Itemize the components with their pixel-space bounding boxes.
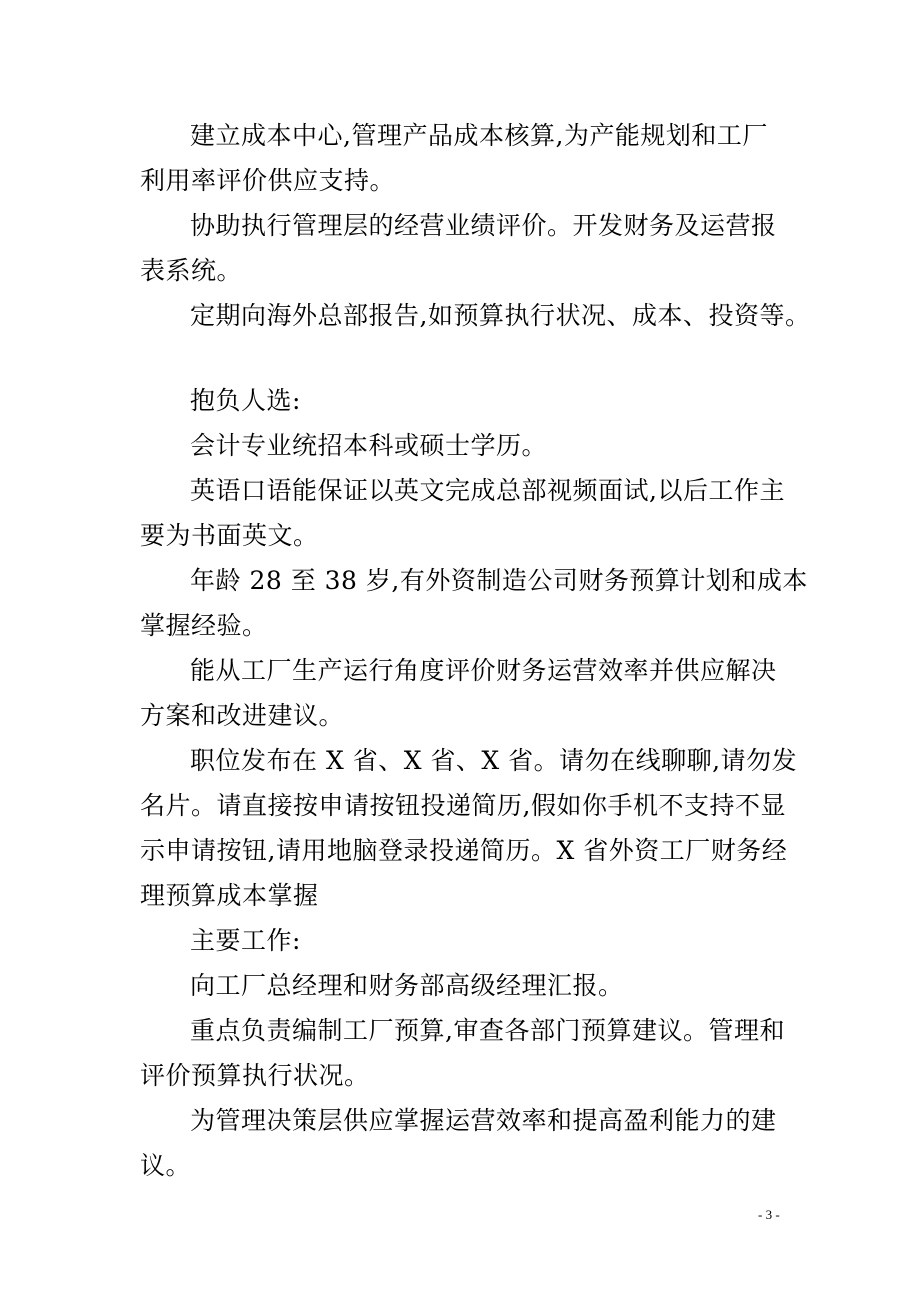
paragraph-line: 利用率评价供应支持。 bbox=[140, 166, 396, 195]
paragraph-line: 能从工厂生产运行角度评价财务运营效率并供应解决 bbox=[190, 656, 777, 685]
section-heading: 主要工作: bbox=[190, 926, 301, 955]
paragraph-line: 理预算成本掌握 bbox=[140, 881, 319, 910]
paragraph-line: 向工厂总经理和财务部高级经理汇报。 bbox=[190, 971, 624, 1000]
paragraph-line: 定期向海外总部报告,如预算执行状况、成本、投资等。 bbox=[190, 301, 811, 330]
paragraph-line: 协助执行管理层的经营业绩评价。开发财务及运营报 bbox=[190, 211, 777, 240]
section-heading: 抱负人选: bbox=[190, 386, 301, 415]
paragraph-line: 表系统。 bbox=[140, 256, 243, 285]
paragraph-line: 重点负责编制工厂预算,审查各部门预算建议。管理和 bbox=[190, 1016, 785, 1045]
paragraph-line: 示申请按钮,请用地脑登录投递简历。X 省外资工厂财务经 bbox=[140, 836, 788, 865]
paragraph-line: 为管理决策层供应掌握运营效率和提高盈利能力的建 bbox=[190, 1106, 777, 1135]
paragraph-line: 评价预算执行状况。 bbox=[140, 1061, 370, 1090]
paragraph-line: 职位发布在 X 省、X 省、X 省。请勿在线聊聊,请勿发 bbox=[190, 746, 798, 775]
paragraph-line: 掌握经验。 bbox=[140, 611, 268, 640]
paragraph-line: 会计专业统招本科或硕士学历。 bbox=[190, 431, 548, 460]
page-number: - 3 - bbox=[758, 1207, 780, 1222]
paragraph-line: 建立成本中心,管理产品成本核算,为产能规划和工厂 bbox=[190, 121, 768, 150]
paragraph-line: 议。 bbox=[140, 1151, 192, 1180]
paragraph-line: 方案和改进建议。 bbox=[140, 701, 345, 730]
paragraph-line: 英语口语能保证以英文完成总部视频面试,以后工作主 bbox=[190, 476, 785, 505]
paragraph-line: 年龄 28 至 38 岁,有外资制造公司财务预算计划和成本 bbox=[190, 566, 808, 595]
paragraph-line: 名片。请直接按申请按钮投递简历,假如你手机不支持不显 bbox=[140, 791, 786, 820]
paragraph-line: 要为书面英文。 bbox=[140, 521, 319, 550]
